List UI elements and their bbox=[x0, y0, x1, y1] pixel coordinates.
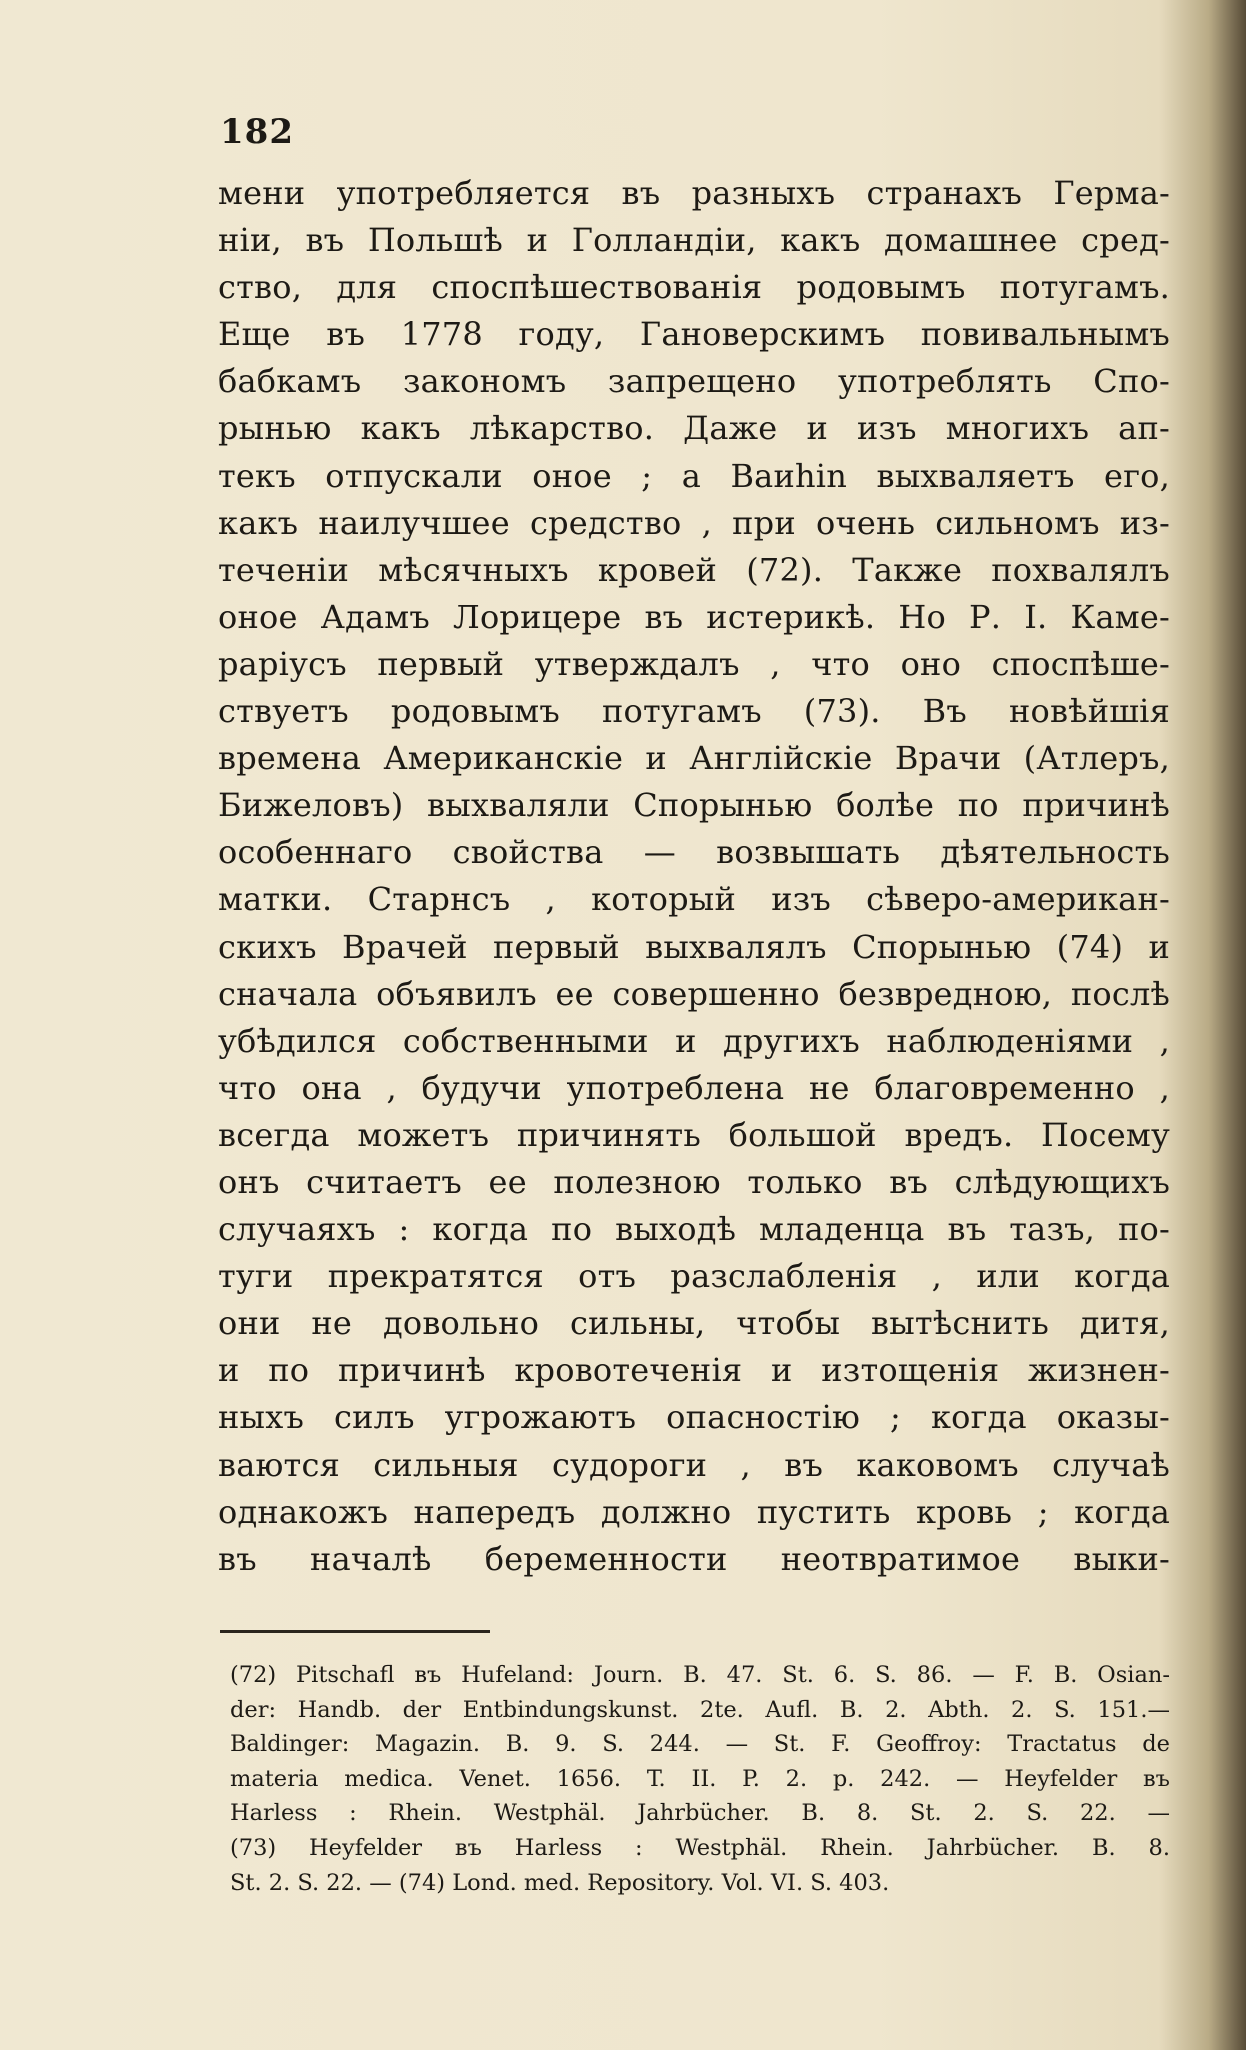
text-line: теченіи мѣсячныхъ кровей (72). Также похвалялъ bbox=[218, 550, 1170, 589]
text-line: ствуетъ родовымъ потугамъ (73). Въ новѣйшія bbox=[218, 692, 1170, 731]
text-line: ваются сильныя судороги , въ каковомъ случаѣ bbox=[218, 1445, 1170, 1484]
text-line: особеннаго свойства — возвышать дѣятельность bbox=[218, 833, 1170, 872]
text-line: ніи, въ Польшѣ и Голландіи, какъ домашнее сред- bbox=[218, 221, 1170, 260]
text-line: убѣдился собственными и другихъ наблюденіями , bbox=[218, 1021, 1170, 1060]
text-line: времена Американскіе и Англійскіе Врачи (Атлеръ, bbox=[218, 739, 1170, 778]
main-text bbox=[218, 170, 1170, 1583]
text-line: ство, для споспѣшествованія родовымъ потугамъ. bbox=[218, 268, 1170, 307]
text-line: рынью какъ лѣкарство. Даже и изъ многихъ ап- bbox=[218, 409, 1170, 448]
text-line: случаяхъ : когда по выходѣ младенца въ тазъ, по- bbox=[218, 1210, 1170, 1249]
footnote-line: Harless : Rhein. Westphäl. Jahrbücher. B. 8. St. 2. S. 22. — bbox=[230, 1800, 1170, 1827]
footnote-line: der: Handb. der Entbindungskunst. 2te. Aufl. B. 2. Abth. 2. S. 151.— bbox=[230, 1696, 1170, 1723]
text-line: туги прекратятся отъ разслабленія , или когда bbox=[218, 1257, 1170, 1296]
text-line: ныхъ силъ угрожаютъ опасностію ; когда оказы- bbox=[218, 1398, 1170, 1437]
text-line: оное Адамъ Лорицере въ истерикѣ. Но Р. І. Каме- bbox=[218, 597, 1170, 636]
footnote-line: St. 2. S. 22. — (74) Lond. med. Repository. Vol. VI. S. 403. bbox=[230, 1869, 890, 1896]
text-line: матки. Старнсъ , который изъ сѣверо-американ- bbox=[218, 880, 1170, 919]
text-line: что она , будучи употреблена не благовременно , bbox=[218, 1068, 1170, 1107]
text-line: и по причинѣ кровотеченія и изтощенія жизнен- bbox=[218, 1351, 1170, 1390]
text-line: какъ наилучшее средство , при очень сильномъ из- bbox=[218, 503, 1170, 542]
footnote-line: (73) Heyfelder въ Harless : Westphäl. Rhein. Jahrbücher. B. 8. bbox=[230, 1834, 1170, 1861]
text-line: бабкамъ закономъ запрещено употреблять Спо- bbox=[218, 362, 1170, 401]
footnote-line: Baldinger: Magazin. B. 9. S. 244. — St. F. Geoffroy: Tractatus de bbox=[230, 1731, 1170, 1758]
text-line: Еще въ 1778 году, Гановерскимъ повивальнымъ bbox=[218, 315, 1170, 354]
footnote-separator bbox=[220, 1630, 490, 1633]
text-line: текъ отпускали оное ; а Ваиhin выхваляетъ его, bbox=[218, 456, 1170, 495]
text-line: сначала объявилъ ее совершенно безвредною, послѣ bbox=[218, 974, 1170, 1013]
text-line: они не довольно сильны, чтобы вытѣснить дитя, bbox=[218, 1304, 1170, 1343]
text-line: раріусъ первый утверждалъ , что оно споспѣше- bbox=[218, 644, 1170, 683]
text-line: всегда можетъ причинять большой вредъ. Посему bbox=[218, 1115, 1170, 1154]
text-line: мени употребляется въ разныхъ странахъ Герма- bbox=[218, 174, 1170, 212]
text-line: въ началѣ беременности неотвратимое выки- bbox=[218, 1539, 1170, 1578]
footnotes bbox=[230, 1658, 1170, 1900]
footnote-line: materia medica. Venet. 1656. T. II. P. 2. p. 242. — Heyfelder въ bbox=[230, 1765, 1170, 1792]
text-line: однакожъ напередъ должно пустить кровь ; когда bbox=[218, 1492, 1170, 1531]
page-number: 182 bbox=[220, 112, 294, 152]
footnote-line: (72) Pitschafl въ Hufeland: Journ. B. 47. St. 6. S. 86. — F. B. Osian- bbox=[230, 1662, 1170, 1688]
text-line: Бижеловъ) выхваляли Спорынью болѣе по причинѣ bbox=[218, 786, 1170, 825]
text-line: онъ считаетъ ее полезною только въ слѣдующихъ bbox=[218, 1162, 1170, 1201]
text-line: скихъ Врачей первый выхвалялъ Спорынью (74) и bbox=[218, 927, 1170, 966]
